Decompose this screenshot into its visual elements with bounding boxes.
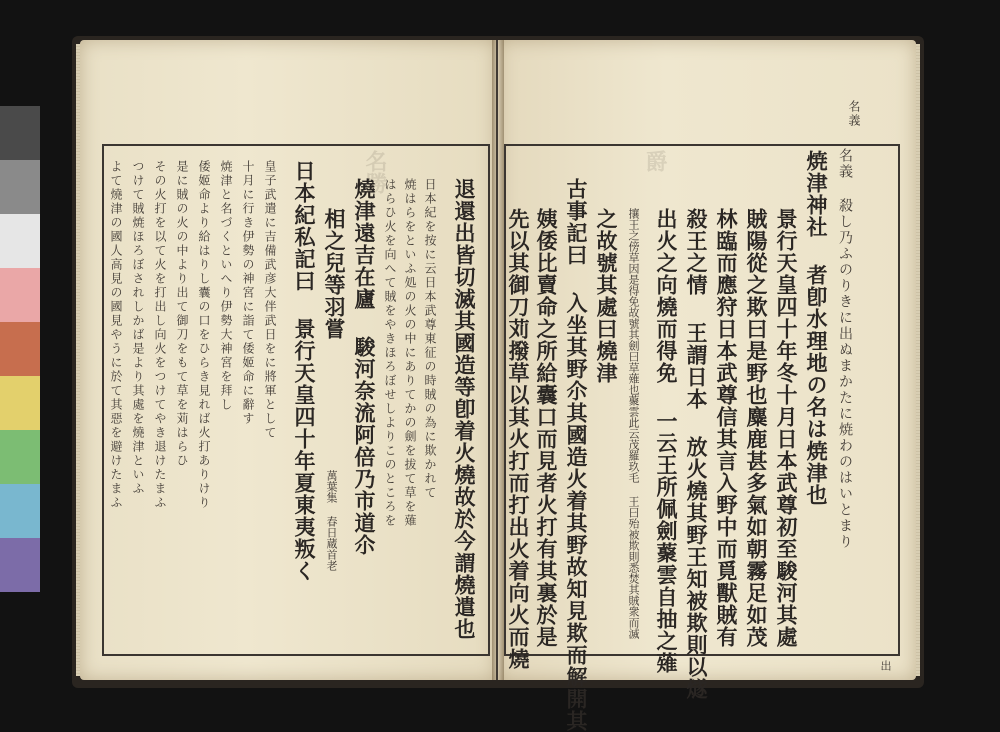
text-column: 退還出皆切滅其國造等卽着火燒故於今謂燒遣也 <box>452 178 477 640</box>
text-column: 燒津遠吉在廬 駿河奈流阿倍乃市道尒 <box>352 178 377 556</box>
show-through-text: 爵 <box>642 150 668 172</box>
handwritten-column: よて燒津の國人高見の國見やうに於て其惡を避けたまふ <box>109 160 123 510</box>
handwritten-column: つけて賊焼ほろぼされしかば是より其處を燒津といふ <box>131 160 145 496</box>
handwritten-column: 焼津と名づくといへり伊勢大神宮を拜し <box>219 160 233 412</box>
text-column: 日本紀私記曰 景行天皇四十年夏東夷叛く <box>292 160 317 582</box>
handwritten-column: 皇子武遣に吉備武彦大伴武日をに將軍として <box>263 160 277 440</box>
text-column-note: 攘王之傍草因是得免故號其劍曰草薙也藂雲此云茂羅玖毛 王曰殆被欺則悉焚其賊衆而滅 <box>627 208 640 639</box>
handwritten-column: 是に賊の火の中より出て御刀をもて草を苅はらひ <box>175 160 189 468</box>
text-column: 殺王之情 王謂日本 放火燒其野王知被欺則以燧 <box>684 208 709 700</box>
text-column: 先以其御刀苅撥草以其火打而打出火着向火而燒 <box>506 208 531 670</box>
text-column: 出火之向燒而得免 一云王所佩劍藂雲自抽之薙 <box>654 208 679 674</box>
page-header: 名義 殺し乃ふのりきに出ぬまかたに焼わのはいとまり <box>837 148 853 550</box>
color-checker-strip <box>0 106 40 594</box>
text-column: 焼津神社 者卽水理地の名は焼津也 <box>804 150 829 506</box>
handwritten-column: 倭姬命より給はりし囊の口をひらき見れば火打ありけり <box>197 160 211 510</box>
text-column: 之故號其處曰燒津 <box>594 208 619 384</box>
text-column: 賊陽從之欺曰是野也麋鹿甚多氣如朝霧足如茂 <box>744 208 769 648</box>
handwritten-column: 日本紀を按に云日本武尊東征の時賊の為に欺かれて <box>423 178 437 500</box>
handwritten-column: その火打を以て火を打出し向火をつけてやき退けたまふ <box>153 160 167 510</box>
show-through-text: 名勝 <box>362 150 388 194</box>
text-column: 姨倭比賣命之所給囊口而見者火打有其裏於是 <box>534 208 559 648</box>
page-header-note: 名義 <box>847 100 861 128</box>
page-header-mark: 出 <box>879 660 892 671</box>
poem-author: 萬葉集 春日蔵首老 <box>325 470 338 571</box>
book-gutter <box>492 40 504 680</box>
text-column: 古事記曰 入坐其野尒其國造火着其野故知見欺而解開其 <box>564 178 589 732</box>
text-column: 相之兒等羽嘗 <box>322 208 347 340</box>
handwritten-column: はらひ火を向へて賊をやきほろぼせしよりこのところを <box>383 178 397 528</box>
handwritten-column: 焼はらをといふ処の火の中にありてかの劍を拔て草を薙 <box>403 178 417 528</box>
text-column: 景行天皇四十年冬十月日本武尊初至駿河其處 <box>774 208 799 648</box>
text-column: 林臨而應狩日本武尊信其言入野中而覓獸賊有 <box>714 208 739 648</box>
handwritten-column: 十月に行き伊勢の神宮に詣て倭姬命に辭す <box>241 160 255 426</box>
